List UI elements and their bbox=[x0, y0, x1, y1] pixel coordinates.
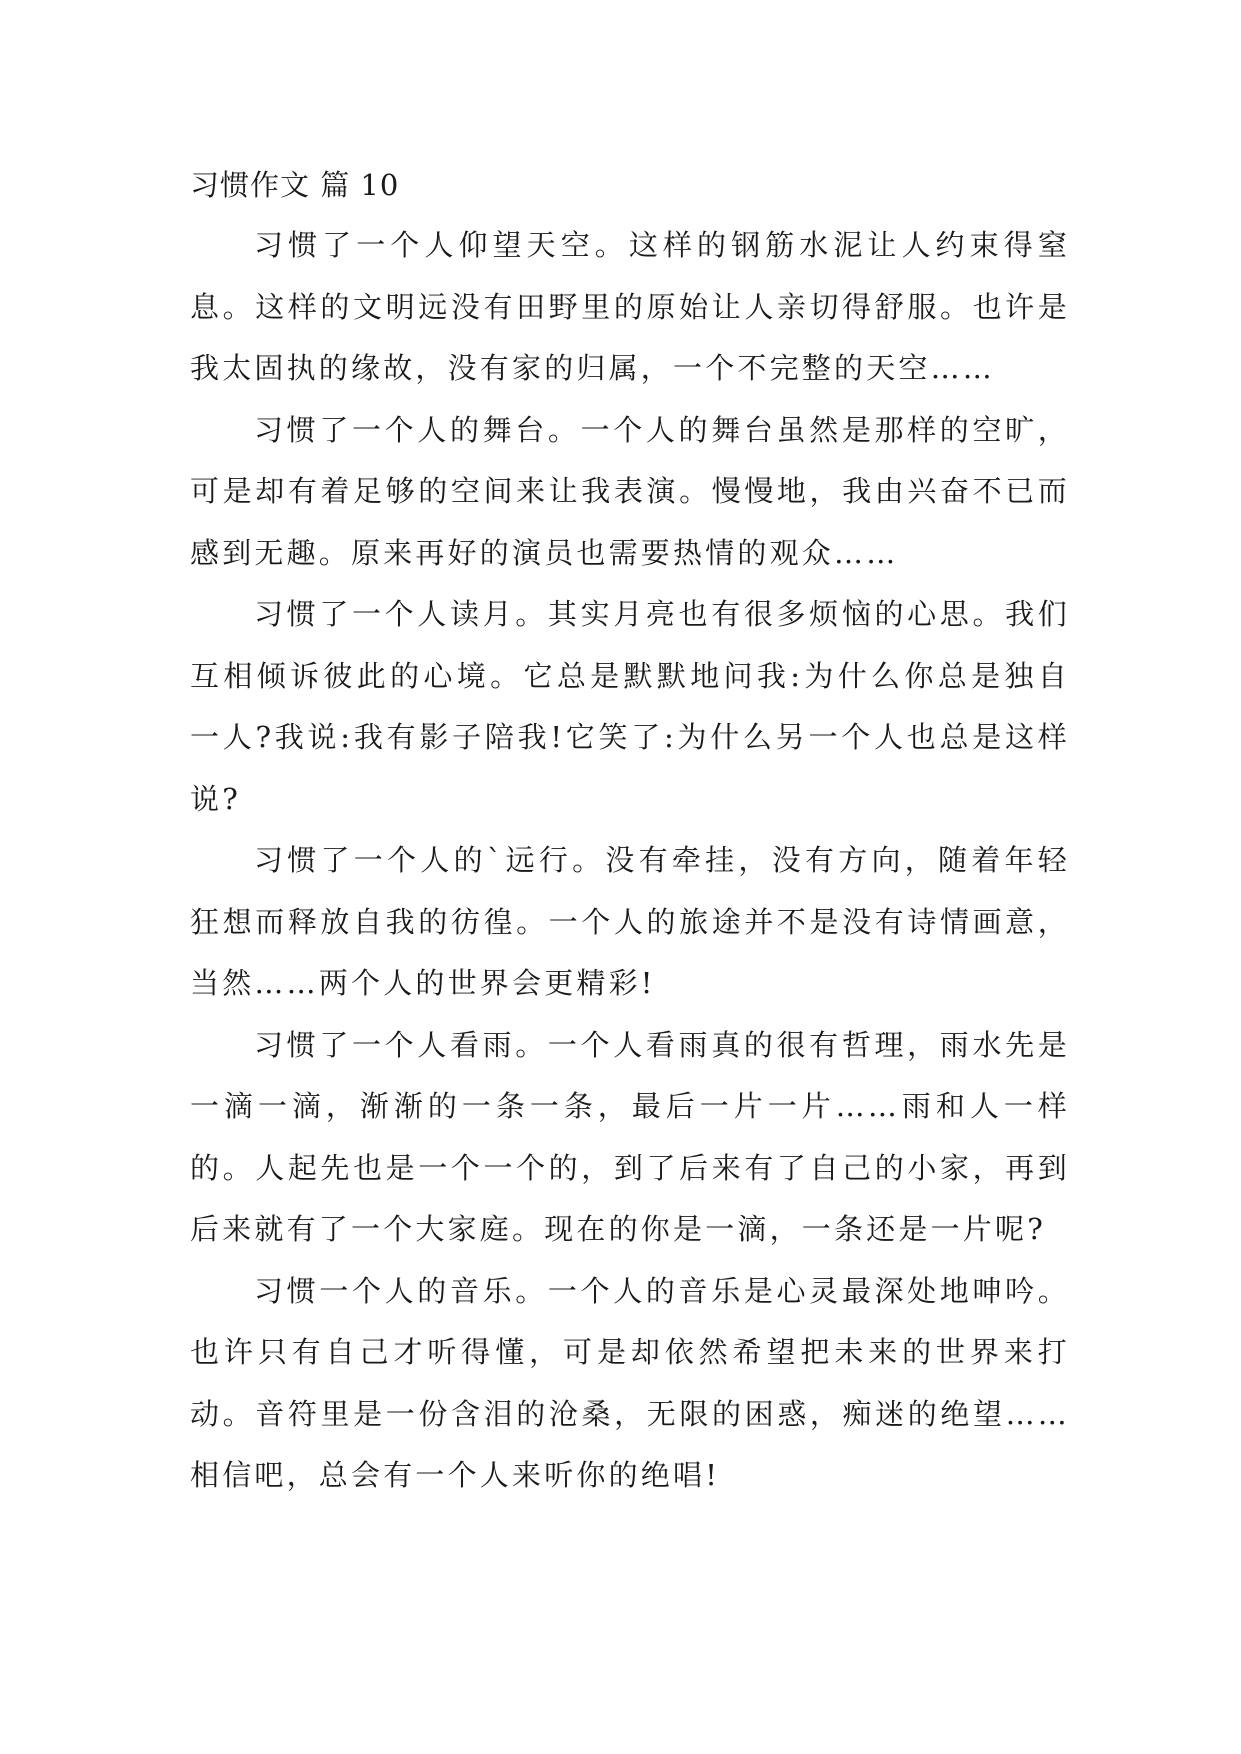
paragraph-music: 习惯一个人的音乐。一个人的音乐是心灵最深处地呻吟。也许只有自己才听得懂，可是却依然希望把未来的世界来打动。音符里是一份含泪的沧桑，无限的困惑，痴迷的绝望……相信吧，总会有一个人来听你的绝唱! bbox=[190, 1273, 1070, 1492]
paragraph-moon: 习惯了一个人读月。其实月亮也有很多烦恼的心思。我们互相倾诉彼此的心境。它总是默默地问我:为什么你总是独自一人?我说:我有影子陪我!它笑了:为什么另一个人也总是这样说? bbox=[190, 597, 1070, 816]
paragraph-stage: 习惯了一个人的舞台。一个人的舞台虽然是那样的空旷，可是却有着足够的空间来让我表演。慢慢地，我由兴奋不已而感到无趣。原来再好的演员也需要热情的观众…… bbox=[190, 412, 1070, 570]
paragraph-rain: 习惯了一个人看雨。一个人看雨真的很有哲理，雨水先是一滴一滴，渐渐的一条一条，最后一片一片……雨和人一样的。人起先也是一个一个的，到了后来有了自己的小家，再到后来就有了一个大家庭。现在的你是一滴，一条还是一片呢? bbox=[190, 1027, 1070, 1246]
document-page bbox=[190, 155, 1070, 1507]
paragraph-journey: 习惯了一个人的`远行。没有牵挂，没有方向，随着年轻狂想而释放自我的彷徨。一个人的旅途并不是没有诗情画意，当然……两个人的世界会更精彩! bbox=[190, 843, 1070, 1000]
essay-title: 习惯作文 篇 10 bbox=[190, 168, 400, 202]
paragraph-sky: 习惯了一个人仰望天空。这样的钢筋水泥让人约束得窒息。这样的文明远没有田野里的原始让人亲切得舒服。也许是我太固执的缘故，没有家的归属，一个不完整的天空…… bbox=[190, 228, 1070, 385]
